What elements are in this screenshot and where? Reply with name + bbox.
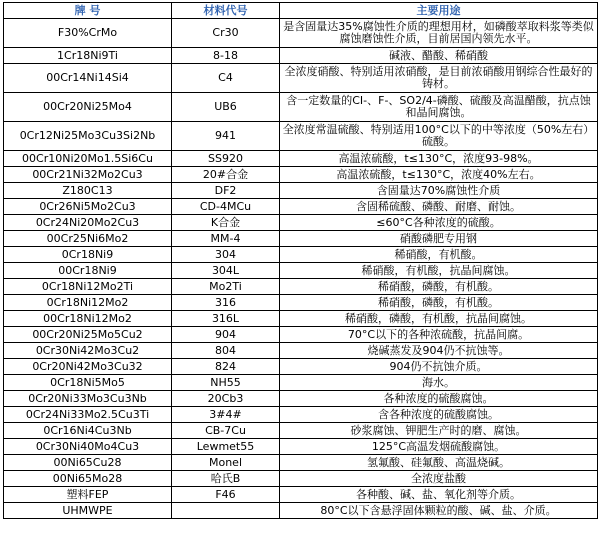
main-use-cell: 70°C以下的各种浓硫酸，抗晶间腐。 bbox=[280, 327, 598, 343]
main-use-cell: 80°C以下含悬浮固体颗粒的酸、碱、盐、介质。 bbox=[280, 503, 598, 519]
table-row bbox=[4, 48, 598, 64]
main-use-cell: 高温浓硫酸，t≤130°C，浓度93-98%。 bbox=[280, 151, 598, 167]
main-use-cell: 稀硝酸，磷酸，有机酸。 bbox=[280, 295, 598, 311]
main-use-cell: 含固量达70%腐蚀性介质 bbox=[280, 183, 598, 199]
main-use-cell: 硝酸磷肥专用钢 bbox=[280, 231, 598, 247]
table-row bbox=[4, 311, 598, 327]
material-code-cell: NH55 bbox=[172, 375, 280, 391]
main-use-cell: 是含固量达35%腐蚀性介质的理想用材，如磷酸萃取料浆等类似腐蚀磨蚀性介质，目前居国内领先水平。 bbox=[280, 19, 598, 48]
material-code-cell: UB6 bbox=[172, 93, 280, 122]
main-use-cell: 海水。 bbox=[280, 375, 598, 391]
material-code-cell: Mo2Ti bbox=[172, 279, 280, 295]
material-code-cell: DF2 bbox=[172, 183, 280, 199]
grade-cell: 00Ni65Mo28 bbox=[4, 471, 172, 487]
table-row bbox=[4, 263, 598, 279]
grade-cell: 0Cr12Ni25Mo3Cu3Si2Nb bbox=[4, 122, 172, 151]
main-use-cell: 稀硝酸，有机酸。 bbox=[280, 247, 598, 263]
table-row bbox=[4, 122, 598, 151]
grade-cell: 00Cr20Ni25Mo5Cu2 bbox=[4, 327, 172, 343]
table-row bbox=[4, 19, 598, 48]
grade-cell: 0Cr30Ni42Mo3Cu2 bbox=[4, 343, 172, 359]
table-row bbox=[4, 167, 598, 183]
main-use-cell: 碱液、醋酸、稀硝酸 bbox=[280, 48, 598, 64]
header-main-use: 主要用途 bbox=[280, 3, 598, 19]
main-use-cell: 含一定数量的CI-、F-、SO2/4-磷酸、硫酸及高温醋酸，抗点蚀和晶间腐蚀。 bbox=[280, 93, 598, 122]
main-use-cell: 稀硝酸，有机酸，抗晶间腐蚀。 bbox=[280, 263, 598, 279]
material-code-cell: 904 bbox=[172, 327, 280, 343]
material-code-cell: 8-18 bbox=[172, 48, 280, 64]
main-use-cell: ≤60°C各种浓度的硫酸。 bbox=[280, 215, 598, 231]
table-body bbox=[4, 19, 598, 519]
material-code-cell: SS920 bbox=[172, 151, 280, 167]
table-row bbox=[4, 151, 598, 167]
main-use-cell: 904仍不抗蚀介质。 bbox=[280, 359, 598, 375]
table-row bbox=[4, 93, 598, 122]
header-grade: 牌 号 bbox=[4, 3, 172, 19]
table-row bbox=[4, 215, 598, 231]
grade-cell: 0Cr24Ni20Mo2Cu3 bbox=[4, 215, 172, 231]
material-code-cell: MM-4 bbox=[172, 231, 280, 247]
material-code-cell: 304 bbox=[172, 247, 280, 263]
table-row bbox=[4, 471, 598, 487]
grade-cell: 00Cr21Ni32Mo2Cu3 bbox=[4, 167, 172, 183]
main-use-cell: 各种酸、碱、盐、氧化剂等介质。 bbox=[280, 487, 598, 503]
table-row bbox=[4, 391, 598, 407]
material-code-cell: CB-7Cu bbox=[172, 423, 280, 439]
table-row bbox=[4, 231, 598, 247]
main-use-cell: 全浓度盐酸 bbox=[280, 471, 598, 487]
main-use-cell: 氢氟酸、硅氟酸、高温烧碱。 bbox=[280, 455, 598, 471]
table-row bbox=[4, 487, 598, 503]
grade-cell: 0Cr18Ni12Mo2Ti bbox=[4, 279, 172, 295]
material-code-cell: Monel bbox=[172, 455, 280, 471]
grade-cell: 0Cr24Ni33Mo2.5Cu3Ti bbox=[4, 407, 172, 423]
grade-cell: 0Cr16Ni4Cu3Nb bbox=[4, 423, 172, 439]
grade-cell: 00Cr10Ni20Mo1.5Si6Cu bbox=[4, 151, 172, 167]
material-code-cell: 20Cb3 bbox=[172, 391, 280, 407]
grade-cell: 00Cr25Ni6Mo2 bbox=[4, 231, 172, 247]
grade-cell: 00Cr18Ni9 bbox=[4, 263, 172, 279]
main-use-cell: 烧碱蒸发及904仍不抗蚀等。 bbox=[280, 343, 598, 359]
table-row bbox=[4, 423, 598, 439]
main-use-cell: 125°C高温发烟硫酸腐蚀。 bbox=[280, 439, 598, 455]
grade-cell: 0Cr20Ni42Mo3Cu32 bbox=[4, 359, 172, 375]
grade-cell: F30%CrMo bbox=[4, 19, 172, 48]
materials-table bbox=[3, 2, 598, 519]
table-row bbox=[4, 183, 598, 199]
material-code-cell: F46 bbox=[172, 487, 280, 503]
material-code-cell bbox=[172, 503, 280, 519]
table-row bbox=[4, 295, 598, 311]
material-code-cell: K合金 bbox=[172, 215, 280, 231]
material-code-cell: Cr30 bbox=[172, 19, 280, 48]
main-use-cell: 稀硝酸，磷酸，有机酸，抗晶间腐蚀。 bbox=[280, 311, 598, 327]
grade-cell: 00Ni65Cu28 bbox=[4, 455, 172, 471]
main-use-cell: 稀硝酸，磷酸，有机酸。 bbox=[280, 279, 598, 295]
main-use-cell: 砂浆腐蚀、钾肥生产时的磨、腐蚀。 bbox=[280, 423, 598, 439]
material-code-cell: Lewmet55 bbox=[172, 439, 280, 455]
grade-cell: UHMWPE bbox=[4, 503, 172, 519]
main-use-cell: 全浓度常温硫酸、特别适用100°C以下的中等浓度（50%左右）硫酸。 bbox=[280, 122, 598, 151]
table-row bbox=[4, 279, 598, 295]
grade-cell: 00Cr20Ni25Mo4 bbox=[4, 93, 172, 122]
material-code-cell: 316L bbox=[172, 311, 280, 327]
table-row bbox=[4, 327, 598, 343]
table-row bbox=[4, 359, 598, 375]
grade-cell: 0Cr18Ni5Mo5 bbox=[4, 375, 172, 391]
table-header-row bbox=[4, 3, 598, 19]
material-code-cell: 304L bbox=[172, 263, 280, 279]
header-material-code: 材料代号 bbox=[172, 3, 280, 19]
material-code-cell: 3#4# bbox=[172, 407, 280, 423]
table-row bbox=[4, 503, 598, 519]
grade-cell: 00Cr14Ni14Si4 bbox=[4, 64, 172, 93]
material-code-cell: 804 bbox=[172, 343, 280, 359]
table-row bbox=[4, 455, 598, 471]
main-use-cell: 含固稀硫酸、磷酸、耐磨、耐蚀。 bbox=[280, 199, 598, 215]
material-code-cell: 20#合金 bbox=[172, 167, 280, 183]
main-use-cell: 全浓度硝酸、特别适用浓硝酸，是目前浓硝酸用钢综合性最好的铸材。 bbox=[280, 64, 598, 93]
material-code-cell: CD-4MCu bbox=[172, 199, 280, 215]
grade-cell: 塑料FEP bbox=[4, 487, 172, 503]
material-code-cell: 824 bbox=[172, 359, 280, 375]
table-row bbox=[4, 343, 598, 359]
grade-cell: 0Cr18Ni9 bbox=[4, 247, 172, 263]
main-use-cell: 含各种浓度的硫酸腐蚀。 bbox=[280, 407, 598, 423]
grade-cell: 0Cr26Ni5Mo2Cu3 bbox=[4, 199, 172, 215]
table-row bbox=[4, 407, 598, 423]
main-use-cell: 高温浓硫酸，t≤130°C，浓度40%左右。 bbox=[280, 167, 598, 183]
table-row bbox=[4, 439, 598, 455]
grade-cell: Z180C13 bbox=[4, 183, 172, 199]
table-row bbox=[4, 64, 598, 93]
table-row bbox=[4, 247, 598, 263]
main-use-cell: 各种浓度的硫酸腐蚀。 bbox=[280, 391, 598, 407]
grade-cell: 0Cr18Ni12Mo2 bbox=[4, 295, 172, 311]
table-row bbox=[4, 199, 598, 215]
material-code-cell: 316 bbox=[172, 295, 280, 311]
material-code-cell: 941 bbox=[172, 122, 280, 151]
grade-cell: 0Cr30Ni40Mo4Cu3 bbox=[4, 439, 172, 455]
materials-table-container bbox=[3, 2, 597, 519]
material-code-cell: 哈氏B bbox=[172, 471, 280, 487]
grade-cell: 00Cr18Ni12Mo2 bbox=[4, 311, 172, 327]
table-row bbox=[4, 375, 598, 391]
material-code-cell: C4 bbox=[172, 64, 280, 93]
grade-cell: 1Cr18Ni9Ti bbox=[4, 48, 172, 64]
grade-cell: 0Cr20Ni33Mo3Cu3Nb bbox=[4, 391, 172, 407]
